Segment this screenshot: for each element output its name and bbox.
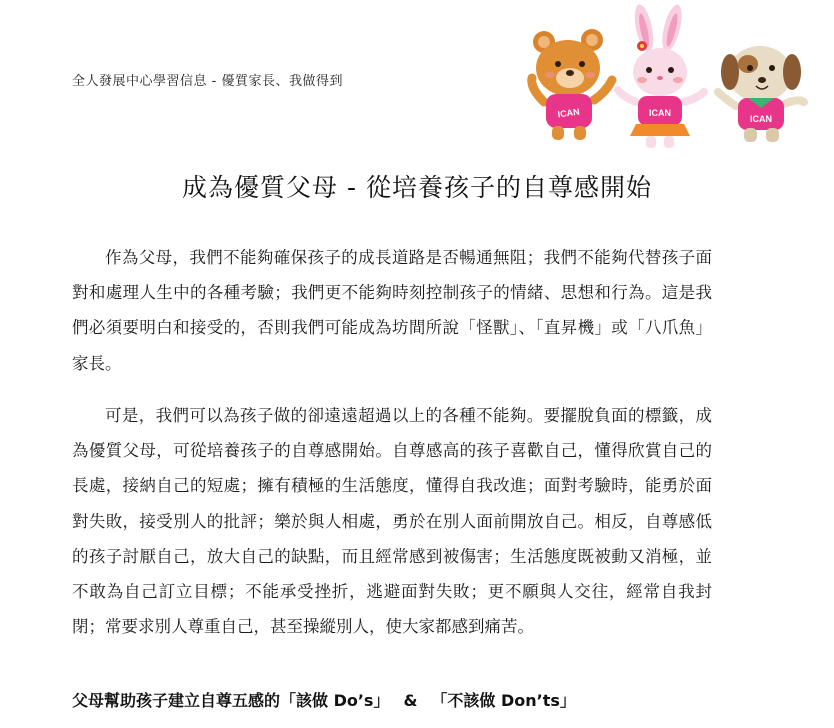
ican-mascots-illustration (522, 2, 812, 158)
article-paragraph-1: 作為父母，我們不能夠確保孩子的成長道路是否暢通無阻；我們不能夠代替孩子面對和處理人生中的各種考驗；我們更不能夠時刻控制孩子的情緒、思想和行為。這是我們必須要明白和接受的，否則我們可能成為坊間所說「怪獸」、「直昇機」或「八爪魚」家長。 (72, 248, 712, 373)
section-heading-ampersand: & (403, 691, 418, 710)
puppy-mascot (718, 46, 804, 142)
page-title: 成為優質父母 - 從培養孩子的自尊感開始 (182, 173, 652, 202)
article-paragraph-2: 可是，我們可以為孩子做的卻遠遠超過以上的各種不能夠。要擺脫負面的標籤，成為優質父母，可從培養孩子的自尊感開始。自尊感高的孩子喜歡自己，懂得欣賞自己的長處，接納自己的短處；擁有積極的生活態度，懂得自我改進；面對考驗時，能勇於面對失敗，接受別人的批評；樂於與人相處，勇於在別人面前開放自己。相反，自尊感低的孩子討厭自己，放大自己的缺點，而且經常感到被傷害；生活態度既被動又消極，並不敢為自己訂立目標；不能承受挫折，逃避面對失敗；更不願與人交往，經常自我封閉；常要求別人尊重自己，甚至操縱別人，使大家都感到痛苦。 (72, 406, 712, 637)
svg-text:ICAN: ICAN (649, 108, 671, 118)
section-heading-donts: 「不該做 Don’ts」 (431, 691, 576, 710)
bear-mascot (532, 29, 612, 140)
rabbit-mascot (618, 3, 704, 148)
svg-text:ICAN: ICAN (750, 114, 772, 124)
breadcrumb: 全人發展中心學習信息 - 優質家長、我做得到 (72, 74, 343, 89)
section-heading (72, 688, 576, 711)
svg-text:ICAN: ICAN (556, 106, 581, 120)
section-heading-dos: 父母幫助孩子建立自尊五感的「該做 Do’s」 (72, 691, 390, 710)
